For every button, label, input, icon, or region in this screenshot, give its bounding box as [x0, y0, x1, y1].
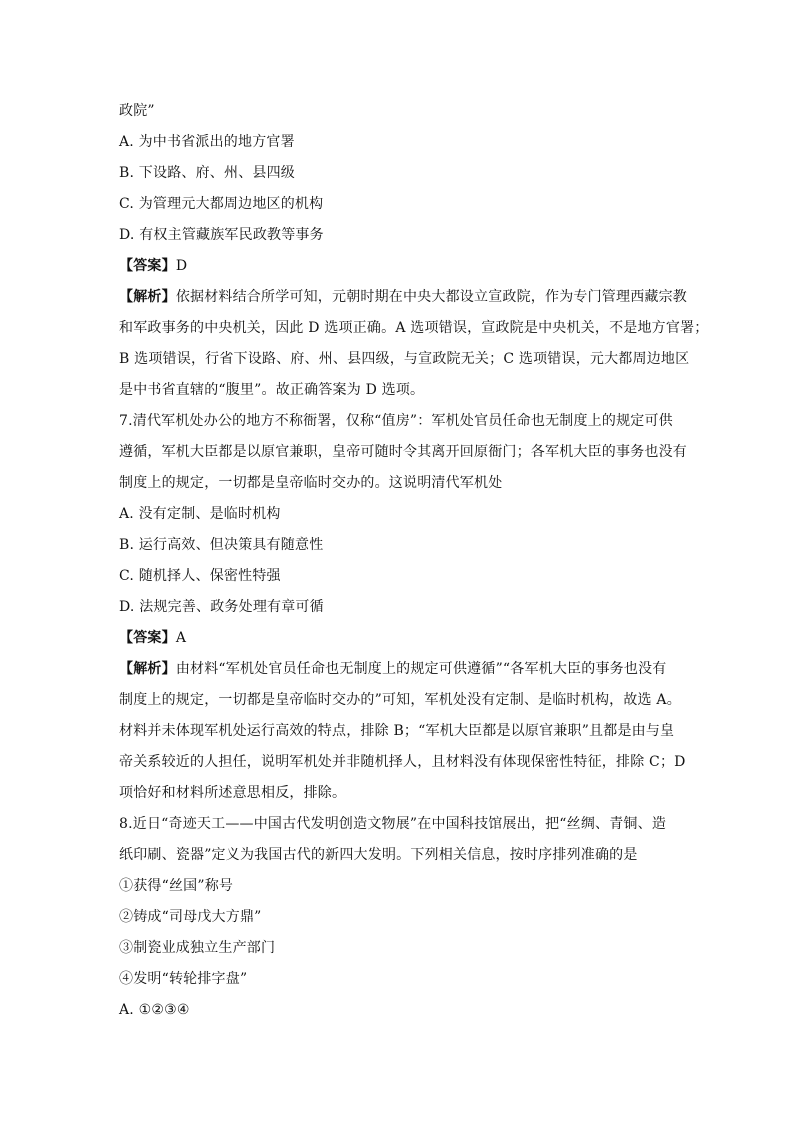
- q7-option-d: D. 法规完善、政务处理有章可循: [119, 599, 324, 615]
- q7-analysis-line: [119, 654, 679, 685]
- q6-analysis-line: 和军政事务的中央机关，因此 D 选项正确。A 选项错误，宣政院是中央机关，不是地方官署；: [119, 320, 709, 336]
- q7-analysis-line: 项恰好和材料所述意思相反，排除。: [119, 785, 347, 801]
- q7-stem-line: 7.清代军机处办公的地方不称衙署，仅称“值房”：军机处官员任命也无制度上的规定可供: [119, 413, 673, 429]
- q7-stem-line: 制度上的规定，一切都是皇帝临时交办的。这说明清代军机处: [119, 475, 503, 491]
- q6-analysis-line: 是中书省直辖的“腹里”。故正确答案为 D 选项。: [119, 382, 425, 398]
- answer-label: 【答案】: [119, 630, 176, 646]
- document-content: [119, 96, 709, 1026]
- q8-option-a: A. ①②③④: [119, 1002, 190, 1018]
- q7-stem-line: 遵循，军机大臣都是以原官兼职，皇帝可随时令其离开回原衙门；各军机大臣的事务也没有: [119, 444, 687, 460]
- analysis-label: 【解析】: [119, 661, 176, 677]
- q8-item-1: ①获得“丝国”称号: [119, 878, 234, 894]
- q8-stem-line: 8.近日“奇迹天工——中国古代发明创造文物展”在中国科技馆展出，把“丝绸、青铜、造: [119, 816, 667, 832]
- q6-analysis-line: B 选项错误，行省下设路、府、州、县四级，与宣政院无关；C 选项错误，元大都周边地区: [119, 351, 690, 367]
- q8-item-2: ②铸成“司母戊大方鼎”: [119, 909, 262, 925]
- q6-analysis-line: [119, 282, 688, 313]
- answer-value: A: [175, 630, 187, 646]
- q7-answer: [119, 623, 679, 654]
- q7-analysis-line: 制度上的规定，一切都是皇帝临时交办的”可知，军机处没有定制、是临时机构，故选 A。: [119, 692, 681, 708]
- q7-option-a: A. 没有定制、是临时机构: [119, 506, 281, 522]
- answer-value: D: [175, 258, 188, 274]
- q8-stem-line: 纸印刷、瓷器”定义为我国古代的新四大发明。下列相关信息，按时序排列准确的是: [119, 847, 638, 863]
- q7-option-c: C. 随机择人、保密性特强: [119, 568, 281, 584]
- analysis-label: 【解析】: [119, 289, 176, 305]
- q6-option-b: B. 下设路、府、州、县四级: [119, 165, 295, 181]
- q7-analysis-line: 帝关系较近的人担任，说明军机处并非随机择人，且材料没有体现保密性特征，排除 C；D: [119, 754, 686, 770]
- q7-option-b: B. 运行高效、但决策具有随意性: [119, 537, 324, 553]
- q6-stem-tail: 政院”: [119, 103, 155, 119]
- q6-option-d: D. 有权主管藏族军民政教等事务: [119, 227, 324, 243]
- q8-item-3: ③制瓷业成独立生产部门: [119, 940, 276, 956]
- analysis-text: 依据材料结合所学可知，元朝时期在中央大都设立宣政院，作为专门管理西藏宗教: [175, 289, 688, 305]
- q6-option-a: A. 为中书省派出的地方官署: [119, 134, 295, 150]
- q6-answer: [119, 251, 679, 282]
- analysis-text: 由材料“军机处官员任命也无制度上的规定可供遵循”“各军机大臣的事务也没有: [175, 661, 667, 677]
- answer-label: 【答案】: [119, 258, 176, 274]
- q8-item-4: ④发明“转轮排字盘”: [119, 971, 248, 987]
- q6-option-c: C. 为管理元大都周边地区的机构: [119, 196, 324, 212]
- q7-analysis-line: 材料并未体现军机处运行高效的特点，排除 B；“军机大臣都是以原官兼职”且都是由与皇: [119, 723, 675, 739]
